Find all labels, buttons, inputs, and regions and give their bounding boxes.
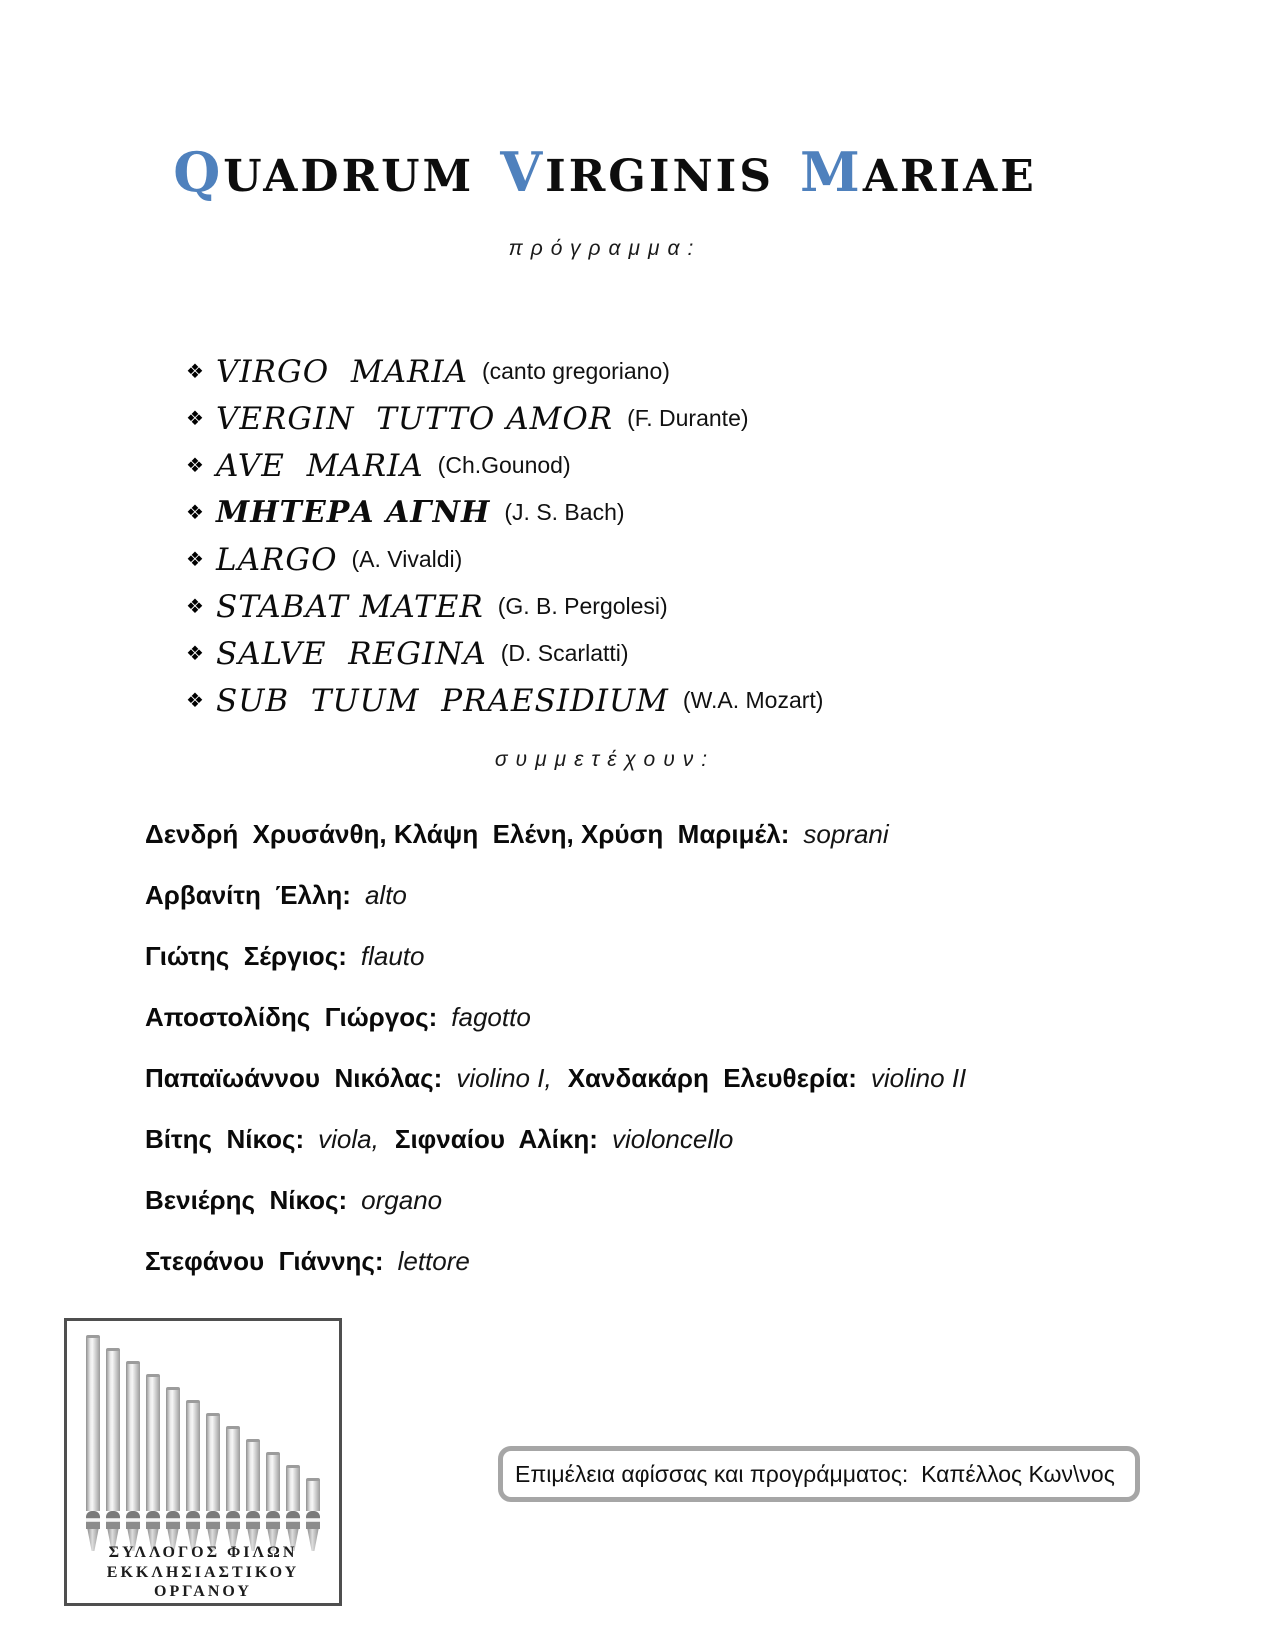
- participant-name: Στεφάνου Γιάννης:: [145, 1246, 384, 1276]
- diamond-bullet-icon: ❖: [186, 361, 204, 383]
- credit-box: [498, 1446, 1140, 1502]
- work-title: ΜΗΤΕΡΑ ΑΓΝΗ: [216, 495, 491, 530]
- work-composer: (Ch.Gounod): [437, 452, 571, 478]
- program-list: [186, 348, 823, 724]
- diamond-bullet-icon: ❖: [186, 502, 204, 524]
- participant-role: violino II: [870, 1063, 967, 1093]
- program-item: [186, 395, 823, 442]
- participant-name: Βενιέρης Νίκος:: [145, 1185, 348, 1215]
- organ-society-logo: [64, 1318, 342, 1606]
- participant-role: alto: [364, 880, 407, 910]
- organ-pipe-icon: [86, 1335, 100, 1551]
- work-composer: (W.A. Mozart): [682, 687, 824, 713]
- title-word: [800, 140, 1037, 204]
- title-initial: M: [800, 140, 863, 204]
- organ-pipe-icon: [286, 1465, 300, 1551]
- participant-role: soprani: [803, 819, 889, 849]
- organ-pipe-icon: [266, 1452, 280, 1551]
- title-initial: V: [500, 140, 546, 204]
- participant-row: [145, 987, 966, 1048]
- program-item: [186, 536, 823, 583]
- page-title: [0, 140, 1210, 204]
- participant-name: Παπαϊωάννου Νικόλας:: [145, 1063, 443, 1093]
- program-item: [186, 677, 823, 724]
- diamond-bullet-icon: ❖: [186, 408, 204, 430]
- work-composer: (D. Scarlatti): [500, 640, 629, 666]
- participant-role: violino I,: [456, 1063, 552, 1093]
- participants-list: [145, 804, 966, 1292]
- work-composer: (A. Vivaldi): [351, 546, 463, 572]
- work-title: VERGIN TUTTO AMOR: [216, 400, 614, 437]
- logo-text-line: ΟΡΓΑΝΟΥ: [154, 1583, 252, 1601]
- participant-row: [145, 1109, 966, 1170]
- work-title: LARGO: [216, 541, 338, 578]
- work-title: SALVE REGINA: [216, 635, 487, 672]
- participant-row: [145, 926, 966, 987]
- participant-name: Σιφναίου Αλίκη:: [394, 1124, 598, 1154]
- participant-row: [145, 865, 966, 926]
- participant-name: Αρβανίτη Έλλη:: [145, 880, 351, 910]
- participant-row: [145, 1048, 966, 1109]
- title-rest: IRGINIS: [545, 151, 775, 202]
- diamond-bullet-icon: ❖: [186, 455, 204, 477]
- participant-role: viola,: [318, 1124, 379, 1154]
- participant-role: lettore: [397, 1246, 470, 1276]
- work-composer: (G. B. Pergolesi): [497, 593, 668, 619]
- diamond-bullet-icon: ❖: [186, 690, 204, 712]
- participant-name: Χανδακάρη Ελευθερία:: [567, 1063, 857, 1093]
- participant-role: violoncello: [611, 1124, 734, 1154]
- organ-pipe-icon: [106, 1348, 120, 1551]
- program-item: [186, 348, 823, 395]
- program-item: [186, 583, 823, 630]
- work-composer: (J. S. Bach): [504, 499, 625, 525]
- organ-pipe-icon: [166, 1387, 180, 1551]
- program-item: [186, 489, 823, 536]
- participant-name: Γιώτης Σέργιος:: [145, 941, 347, 971]
- organ-pipe-icon: [186, 1400, 200, 1551]
- participant-role: fagotto: [451, 1002, 531, 1032]
- title-initial: Q: [173, 140, 224, 204]
- diamond-bullet-icon: ❖: [186, 549, 204, 571]
- work-composer: (F. Durante): [627, 405, 749, 431]
- logo-text-line: ΕΚΚΛΗΣΙΑΣΤΙΚΟΥ: [106, 1563, 300, 1581]
- title-word: [173, 140, 475, 204]
- program-item: [186, 442, 823, 489]
- title-word: [500, 140, 775, 204]
- participant-role: organo: [361, 1185, 443, 1215]
- credit-text: Επιμέλεια αφίσσας και προγράμματος: Καπέλλος Κων\νος: [515, 1460, 1115, 1487]
- participant-name: Δενδρή Χρυσάνθη, Κλάψη Ελένη, Χρύση Μαριμέλ:: [145, 819, 790, 849]
- logo-text-line: ΣΥΛΛΟΓΟΣ ΦΙΛΩΝ: [108, 1543, 298, 1561]
- work-composer: (canto gregoriano): [481, 358, 670, 384]
- organ-pipe-icon: [206, 1413, 220, 1551]
- program-heading: πρόγραμμα:: [508, 237, 702, 260]
- diamond-bullet-icon: ❖: [186, 643, 204, 665]
- logo-text: [67, 1543, 339, 1602]
- participant-role: flauto: [360, 941, 425, 971]
- participant-name: Αποστολίδης Γιώργος:: [145, 1002, 438, 1032]
- program-item: [186, 630, 823, 677]
- organ-pipe-icon: [306, 1478, 320, 1551]
- diamond-bullet-icon: ❖: [186, 596, 204, 618]
- organ-pipes: [86, 1335, 320, 1551]
- work-title: VIRGO MARIA: [216, 353, 468, 390]
- work-title: STABAT MATER: [216, 588, 484, 625]
- participant-row: [145, 1231, 966, 1292]
- participants-heading: συμμετέχουν:: [494, 748, 716, 771]
- work-title: SUB TUUM PRAESIDIUM: [216, 682, 669, 719]
- organ-pipe-icon: [226, 1426, 240, 1551]
- organ-pipe-icon: [246, 1439, 260, 1551]
- title-rest: ARIAE: [862, 151, 1037, 202]
- participant-row: [145, 804, 966, 865]
- work-title: AVE MARIA: [216, 447, 424, 484]
- participant-row: [145, 1170, 966, 1231]
- participant-name: Βίτης Νίκος:: [145, 1124, 305, 1154]
- organ-pipe-icon: [146, 1374, 160, 1551]
- organ-pipe-icon: [126, 1361, 140, 1551]
- title-rest: UADRUM: [223, 151, 475, 202]
